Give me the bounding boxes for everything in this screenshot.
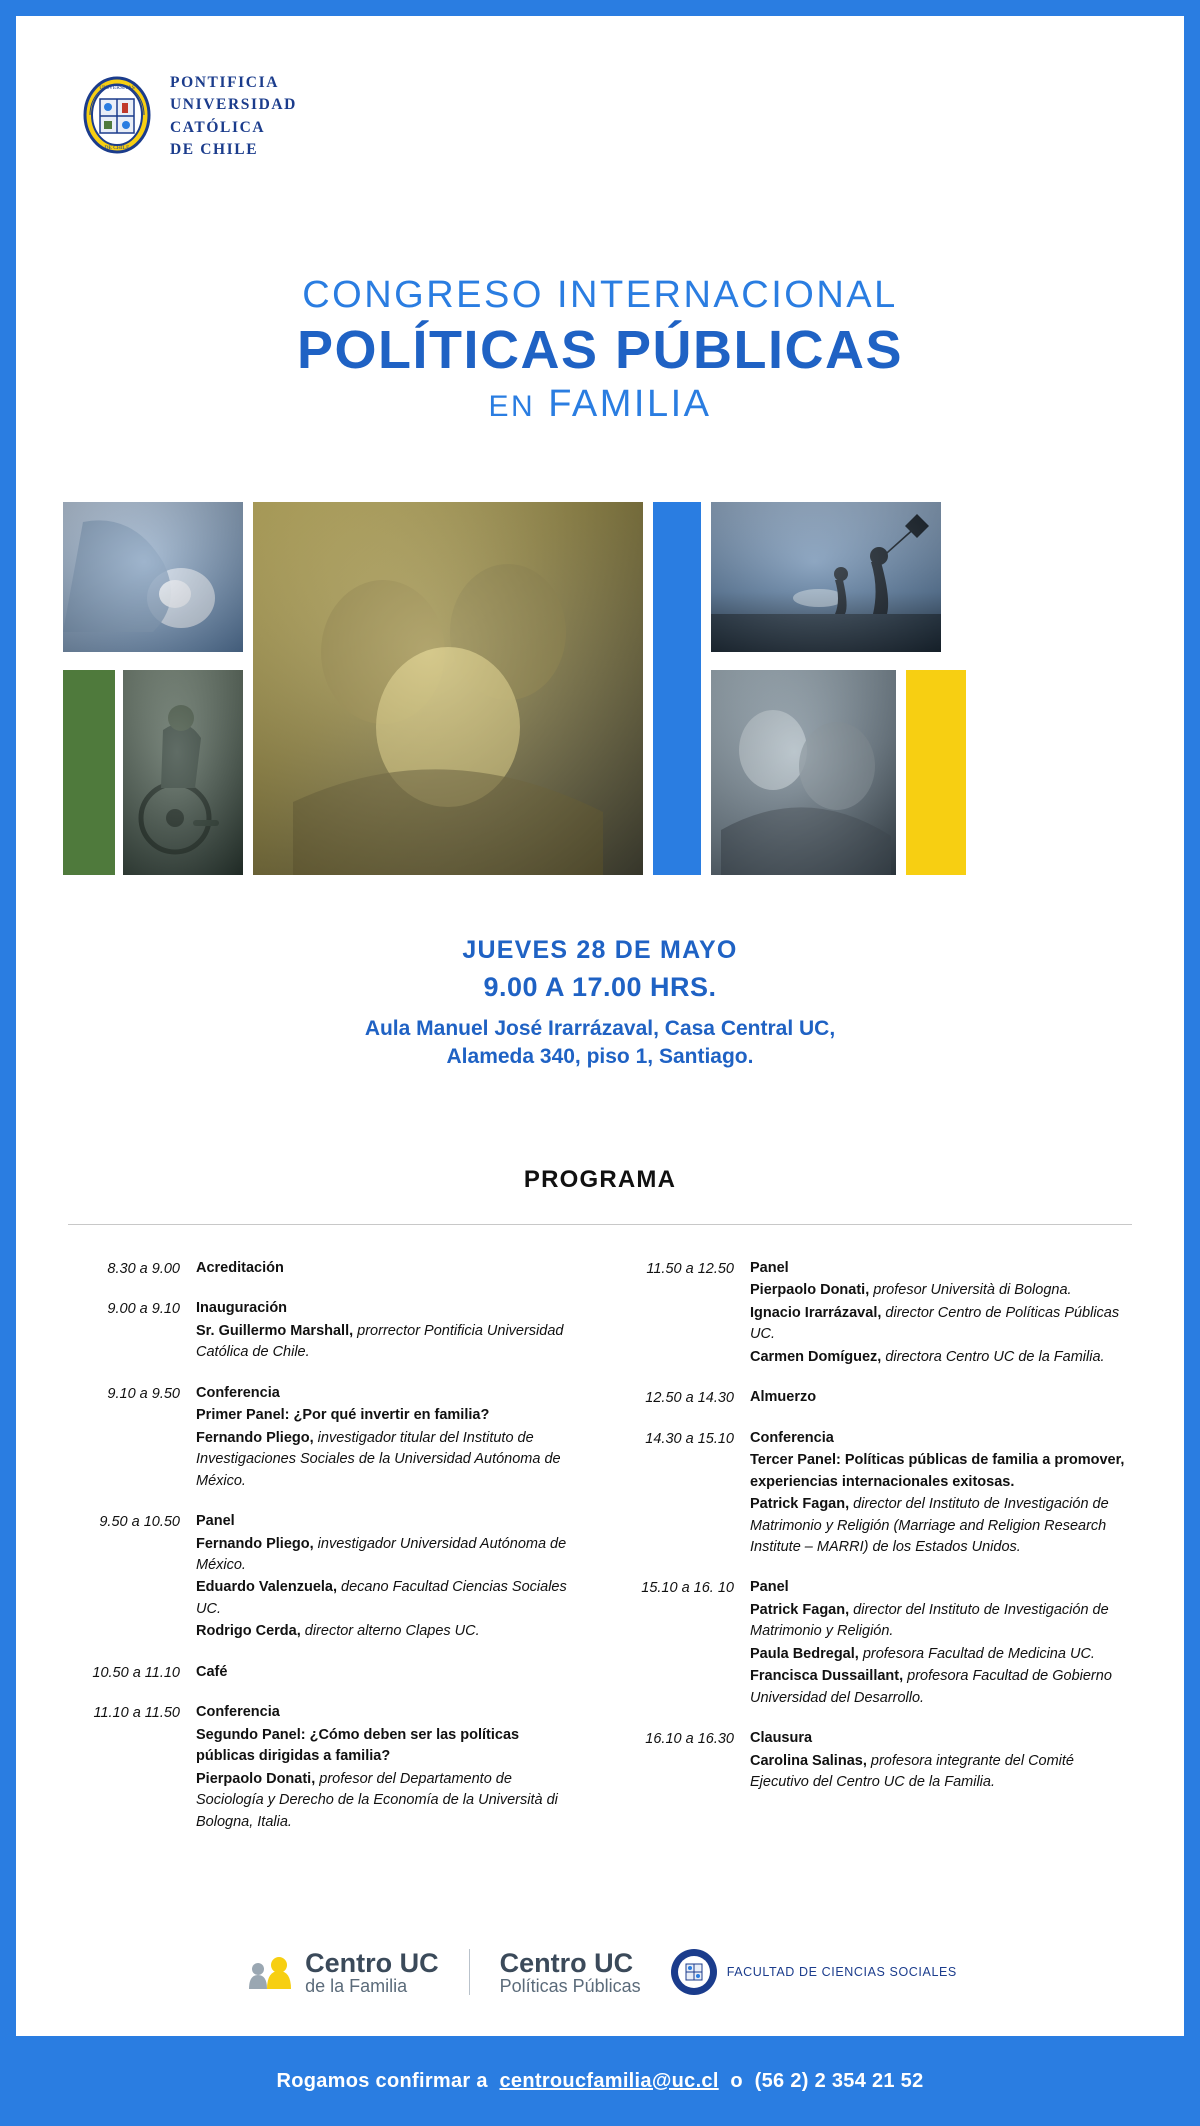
photo-mosaic (63, 502, 1137, 912)
schedule-entry (196, 1428, 578, 1492)
schedule-entry-title: Patrick Fagan, (750, 1496, 850, 1513)
schedule-entry (196, 1321, 578, 1364)
schedule-entry-title: Francisca Dussaillant, (750, 1668, 904, 1685)
schedule-entry-title: Carolina Salinas, (750, 1752, 867, 1769)
schedule-time: 14.30 a 15.10 (645, 1430, 734, 1447)
schedule-slot (622, 1577, 1132, 1710)
schedule-slot (68, 1702, 578, 1834)
schedule-entry (196, 1383, 578, 1404)
schedule-time: 11.50 a 12.50 (646, 1261, 734, 1277)
event-time: 9.00 A 17.00 HRS. (483, 972, 717, 1002)
schedule-entries (196, 1258, 578, 1280)
schedule-entries (196, 1662, 578, 1684)
program-column-left (68, 1258, 578, 1852)
schedule-time: 10.50 a 11.10 (92, 1664, 180, 1681)
schedule-entry (196, 1702, 578, 1723)
logo-centro-uc-familia-text (305, 1949, 439, 1996)
schedule-entry-title: Pierpaolo Donati, (196, 1770, 316, 1787)
schedule-time: 9.10 a 9.50 (107, 1385, 180, 1402)
schedule-entry (750, 1728, 1132, 1749)
schedule-time: 11.10 a 11.50 (93, 1705, 180, 1722)
color-block-blue (653, 502, 701, 875)
schedule-entry-title: Conferencia (196, 1704, 280, 1721)
footer-logos (16, 1949, 1184, 1996)
family-figures-icon (243, 1949, 295, 1995)
schedule-entry-detail: investigador Universidad Autónoma de México. (196, 1535, 567, 1573)
schedule-entry-title: Sr. Guillermo Marshall, (196, 1322, 354, 1339)
schedule-entry (750, 1258, 1132, 1279)
logo3-label: FACULTAD DE CIENCIAS SOCIALES (726, 1965, 957, 1980)
schedule-time: 9.50 a 10.50 (99, 1514, 180, 1531)
schedule-entries (196, 1298, 578, 1364)
schedule-slot (68, 1258, 578, 1280)
schedule-slot (68, 1298, 578, 1364)
title-line-1: CONGRESO INTERNACIONAL (302, 274, 898, 316)
photo-baby-hands (63, 502, 243, 652)
schedule-entry-detail: director Centro de Políticas Públicas UC. (750, 1304, 1120, 1343)
schedule-entries (750, 1577, 1132, 1710)
schedule-entry (196, 1577, 578, 1620)
schedule-entry (750, 1280, 1132, 1301)
uc-seal-icon (671, 1949, 717, 1995)
schedule-entry-detail: director del Instituto de Investigación de Matrimonio y Religión (Marriage and Religion Research Institute – MARRI) de los Estados Unidos. (750, 1496, 1109, 1555)
logo-centro-uc-politicas-text (500, 1949, 641, 1996)
schedule-entry-detail: directora Centro UC de la Familia. (881, 1348, 1105, 1365)
photo-kite-sunset (711, 502, 941, 652)
logo2-line2: Políticas Públicas (499, 1976, 641, 1997)
title-line-3-main: FAMILIA (548, 383, 712, 425)
schedule-entry-title: Eduardo Valenzuela, (196, 1579, 338, 1596)
schedule-slot (622, 1387, 1132, 1409)
color-block-green (63, 670, 115, 875)
schedule-entry-detail: investigador titular del Instituto de Investigaciones Sociales de la Universidad Autónoma de México. (196, 1429, 561, 1489)
schedule-entry-title: Fernando Pliego, (196, 1535, 314, 1552)
schedule-slot (68, 1511, 578, 1644)
schedule-slot (622, 1728, 1132, 1794)
schedule-entry (196, 1298, 578, 1319)
schedule-entry-detail: profesor Università di Bologna. (869, 1282, 1072, 1299)
schedule-entry-title: Panel (196, 1513, 235, 1530)
schedule-entry-title: Tercer Panel: Políticas públicas de familia a promover, experiencias internacionales exitosas. (750, 1452, 1125, 1490)
schedule-entry (750, 1450, 1132, 1493)
program-column-right (622, 1258, 1132, 1852)
schedule-time: 15.10 a 16. 10 (641, 1580, 734, 1597)
schedule-slot (622, 1258, 1132, 1369)
university-name (170, 72, 297, 162)
divider (68, 1224, 1132, 1225)
schedule-entry-title: Conferencia (196, 1384, 280, 1401)
logo1-line2: de la Familia (305, 1976, 408, 1997)
schedule-entry-detail: director alterno Clapes UC. (300, 1623, 480, 1640)
schedule-entry-title: Fernando Pliego, (196, 1429, 314, 1446)
schedule-entry (750, 1666, 1132, 1709)
schedule-entry-title: Café (196, 1663, 228, 1680)
title-line-3-prefix: EN (488, 390, 536, 423)
photo-mother-child (711, 670, 896, 875)
schedule-entry (196, 1769, 578, 1833)
schedule-entry (196, 1258, 578, 1279)
schedule-entry (750, 1428, 1132, 1449)
svg-text:UNIVERSITAS: UNIVERSITAS (99, 84, 135, 91)
schedule-entry-detail: profesora Facultad de Medicina UC. (858, 1645, 1095, 1662)
schedule-entries (750, 1428, 1132, 1560)
schedule-entry (196, 1621, 578, 1642)
poster-title (16, 274, 1184, 426)
event-place-line-2: Alameda 340, piso 1, Santiago. (446, 1045, 754, 1069)
schedule-time: 12.50 a 14.30 (645, 1390, 734, 1407)
schedule-entries (196, 1511, 578, 1644)
schedule-time: 9.00 a 9.10 (107, 1301, 180, 1318)
rsvp-bar (0, 2036, 1200, 2126)
schedule-entry-title: Paula Bedregal, (750, 1645, 859, 1662)
rsvp-prefix: Rogamos confirmar a (276, 2069, 488, 2092)
schedule-entry-detail: profesor del Departamento de Sociología y Derecho de la Economía de la Università di Bologna, Italia. (196, 1770, 558, 1830)
schedule-entry (750, 1303, 1132, 1346)
schedule-entry-detail: decano Facultad Ciencias Sociales UC. (196, 1579, 567, 1617)
rsvp-email-link[interactable]: centroucfamilia@uc.cl (499, 2069, 719, 2092)
schedule-entry (750, 1494, 1132, 1558)
schedule-entry-title: Panel (750, 1260, 789, 1276)
schedule-entry-title: Ignacio Irarrázaval, (750, 1304, 882, 1321)
poster-sheet (16, 16, 1184, 2036)
schedule-entry-detail: profesora Facultad de Gobierno Universidad del Desarrollo. (750, 1668, 1112, 1706)
schedule-entry-title: Clausura (750, 1730, 813, 1747)
program-columns (68, 1258, 1132, 1852)
schedule-entry (750, 1600, 1132, 1643)
schedule-entry-detail: profesora integrante del Comité Ejecutivo del Centro UC de la Familia. (750, 1752, 1075, 1791)
schedule-entry-detail: director del Instituto de Investigación de Matrimonio y Religión. (750, 1601, 1109, 1640)
schedule-time: 16.10 a 16.30 (645, 1731, 734, 1748)
schedule-slot (68, 1662, 578, 1684)
event-date: JUEVES 28 DE MAYO (462, 936, 738, 964)
schedule-entry (196, 1511, 578, 1532)
title-line-2: POLÍTICAS PÚBLICAS (296, 320, 904, 380)
schedule-entry-title: Pierpaolo Donati, (750, 1282, 870, 1299)
rsvp-middle: o (730, 2069, 743, 2092)
schedule-entries (196, 1702, 578, 1834)
program-heading: PROGRAMA (523, 1166, 677, 1193)
schedule-entry (196, 1405, 578, 1426)
schedule-entry-title: Almuerzo (750, 1389, 817, 1406)
schedule-entry-title: Panel (750, 1579, 789, 1596)
footer-divider (469, 1949, 470, 1995)
schedule-slot (68, 1383, 578, 1493)
schedule-entry-title: Conferencia (750, 1429, 834, 1446)
schedule-entry-title: Carmen Domíguez, (750, 1348, 882, 1365)
schedule-entry-title: Segundo Panel: ¿Cómo deben ser las políticas públicas dirigidas a familia? (196, 1726, 520, 1765)
schedule-entries (750, 1387, 1132, 1409)
color-block-yellow (906, 670, 966, 875)
logo-centro-uc-politicas (500, 1949, 641, 1996)
schedule-entries (750, 1728, 1132, 1794)
event-info (16, 936, 1184, 1072)
rsvp-phone: (56 2) 2 354 21 52 (754, 2069, 924, 2092)
schedule-entry (750, 1347, 1132, 1368)
schedule-entry (196, 1662, 578, 1683)
schedule-entry (750, 1644, 1132, 1665)
schedule-entries (750, 1258, 1132, 1369)
title-line-3 (16, 383, 1184, 426)
university-logo (78, 72, 297, 162)
logo-facultad-ciencias-sociales (671, 1949, 957, 1995)
schedule-entry (196, 1534, 578, 1577)
uc-crest-icon (78, 75, 156, 159)
svg-text:DE CHILE: DE CHILE (104, 144, 130, 151)
logo-centro-uc-familia (243, 1949, 439, 1996)
logo-line-2: UNIVERSIDAD (170, 96, 297, 114)
schedule-entry-detail: prorrector Pontificia Universidad Católica de Chile. (196, 1322, 564, 1361)
event-place-line-1: Aula Manuel José Irarrázaval, Casa Central UC, (364, 1017, 836, 1040)
schedule-entry-title: Acreditación (196, 1260, 284, 1276)
schedule-entry (750, 1577, 1132, 1598)
logo-line-4: DE CHILE (170, 141, 259, 159)
schedule-entry (750, 1751, 1132, 1794)
schedule-entry-title: Rodrigo Cerda, (196, 1623, 301, 1640)
logo2-line1: Centro UC (499, 1947, 634, 1978)
schedule-entry-title: Inauguración (196, 1300, 288, 1317)
schedule-slot (622, 1428, 1132, 1560)
schedule-time: 8.30 a 9.00 (107, 1261, 180, 1277)
logo1-line1: Centro UC (305, 1947, 439, 1978)
event-place (16, 1015, 1184, 1072)
schedule-entry-title: Primer Panel: ¿Por qué invertir en familia? (196, 1407, 490, 1424)
logo-line-1: PONTIFICIA (170, 74, 280, 91)
schedule-entry (750, 1387, 1132, 1408)
schedule-entries (196, 1383, 578, 1493)
logo-line-3: CATÓLICA (170, 118, 266, 136)
photo-wheelchair (123, 670, 243, 875)
schedule-entry (196, 1725, 578, 1768)
schedule-entry-title: Patrick Fagan, (750, 1601, 850, 1618)
photo-family-embrace (253, 502, 643, 875)
rsvp-text (276, 2070, 923, 2093)
